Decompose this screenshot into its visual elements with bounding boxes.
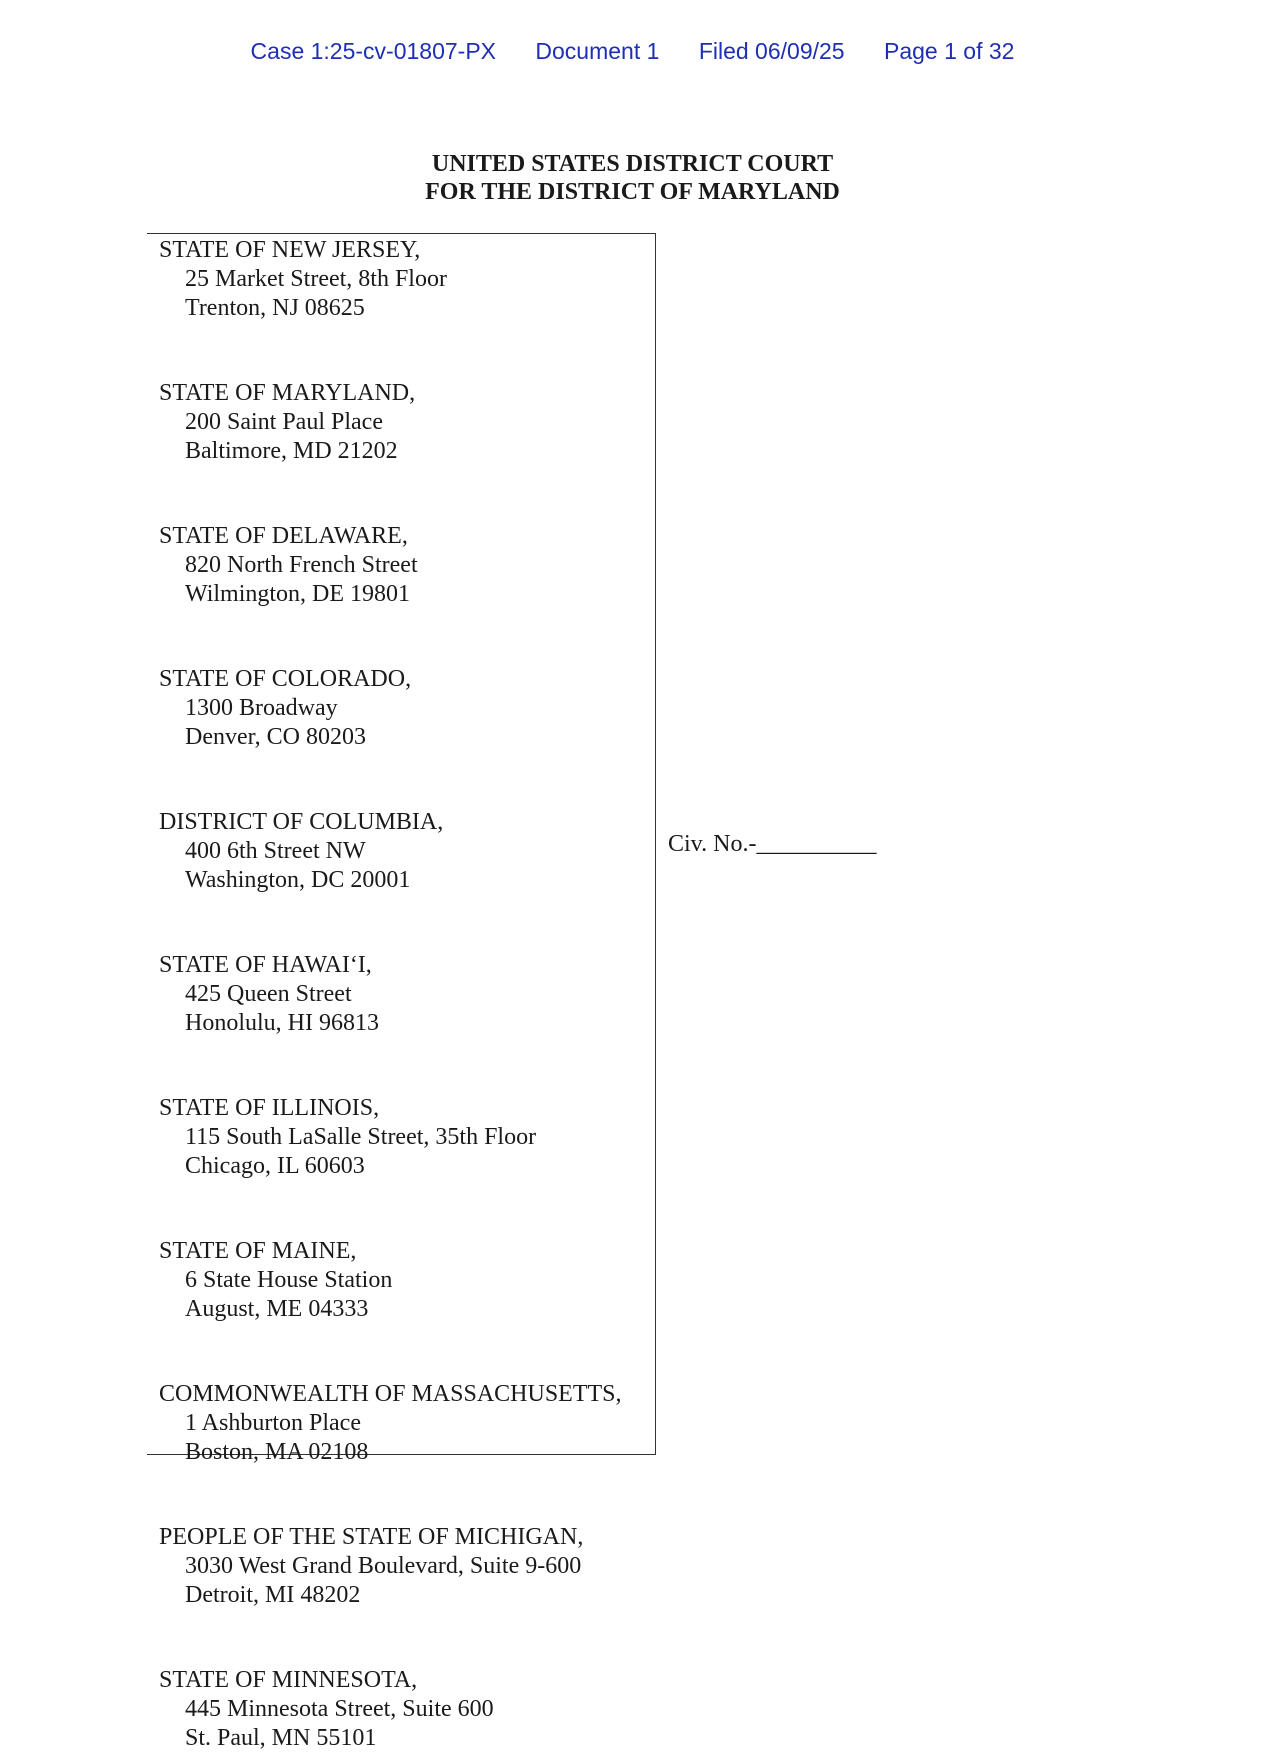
party-name: STATE OF MINNESOTA, xyxy=(159,1667,418,1693)
party-name: DISTRICT OF COLUMBIA, xyxy=(159,809,444,835)
ecf-header xyxy=(0,38,1265,65)
party-entry xyxy=(159,1094,649,1181)
party-entry xyxy=(159,808,649,895)
party-entry xyxy=(159,665,649,752)
party-address-line-1: 1 Ashburton Place xyxy=(185,1410,361,1436)
party-address-line-1: 425 Queen Street xyxy=(185,981,352,1007)
party-name: STATE OF HAWAI‘I, xyxy=(159,952,372,978)
party-address-line-2: Chicago, IL 60603 xyxy=(185,1153,365,1179)
party-address-line-2: August, ME 04333 xyxy=(185,1296,369,1322)
party-entry xyxy=(159,236,649,323)
party-address-line-1: 3030 West Grand Boulevard, Suite 9-600 xyxy=(185,1553,582,1579)
party-name: STATE OF DELAWARE, xyxy=(159,523,408,549)
party-address-line-2: Baltimore, MD 21202 xyxy=(185,438,398,464)
party-entry xyxy=(159,1380,649,1467)
party-address-line-1: 820 North French Street xyxy=(185,552,418,578)
party-entry xyxy=(159,1666,649,1753)
filed-date: Filed 06/09/25 xyxy=(698,38,845,64)
party-name: STATE OF COLORADO, xyxy=(159,666,412,692)
party-address-line-1: 200 Saint Paul Place xyxy=(185,409,383,435)
party-entry xyxy=(159,1523,649,1610)
party-name: STATE OF ILLINOIS, xyxy=(159,1095,380,1121)
party-address-line-2: Boston, MA 02108 xyxy=(185,1439,369,1465)
party-entry xyxy=(159,522,649,609)
party-address-line-2: Honolulu, HI 96813 xyxy=(185,1010,379,1036)
party-address-line-1: 1300 Broadway xyxy=(185,695,338,721)
page-indicator: Page 1 of 32 xyxy=(883,38,1015,64)
party-entry xyxy=(159,379,649,466)
party-address-line-2: Wilmington, DE 19801 xyxy=(185,581,411,607)
party-address-line-1: 115 South LaSalle Street, 35th Floor xyxy=(185,1124,537,1150)
party-name: STATE OF MAINE, xyxy=(159,1238,357,1264)
court-title xyxy=(0,150,1265,206)
party-address-line-2: Washington, DC 20001 xyxy=(185,867,411,893)
party-address-line-1: 400 6th Street NW xyxy=(185,838,366,864)
party-name: PEOPLE OF THE STATE OF MICHIGAN, xyxy=(159,1524,584,1550)
court-title-line-1: UNITED STATES DISTRICT COURT xyxy=(431,151,834,177)
document-number: Document 1 xyxy=(535,38,660,64)
party-address-line-2: Denver, CO 80203 xyxy=(185,724,367,750)
plaintiff-list xyxy=(159,236,649,1753)
party-address-line-1: 445 Minnesota Street, Suite 600 xyxy=(185,1696,494,1722)
party-address-line-1: 25 Market Street, 8th Floor xyxy=(185,266,447,292)
case-number: Case 1:25-cv-01807-PX xyxy=(250,38,497,64)
party-name: COMMONWEALTH OF MASSACHUSETTS, xyxy=(159,1381,622,1407)
party-address-line-2: St. Paul, MN 55101 xyxy=(185,1725,377,1751)
court-title-line-2: FOR THE DISTRICT OF MARYLAND xyxy=(425,179,840,205)
party-name: STATE OF MARYLAND, xyxy=(159,380,416,406)
party-name: STATE OF NEW JERSEY, xyxy=(159,237,421,263)
civil-number-field: Civ. No.-__________ xyxy=(668,831,877,857)
party-entry xyxy=(159,951,649,1038)
party-address-line-2: Detroit, MI 48202 xyxy=(185,1582,361,1608)
party-entry xyxy=(159,1237,649,1324)
party-address-line-2: Trenton, NJ 08625 xyxy=(185,295,365,321)
party-address-line-1: 6 State House Station xyxy=(185,1267,393,1293)
